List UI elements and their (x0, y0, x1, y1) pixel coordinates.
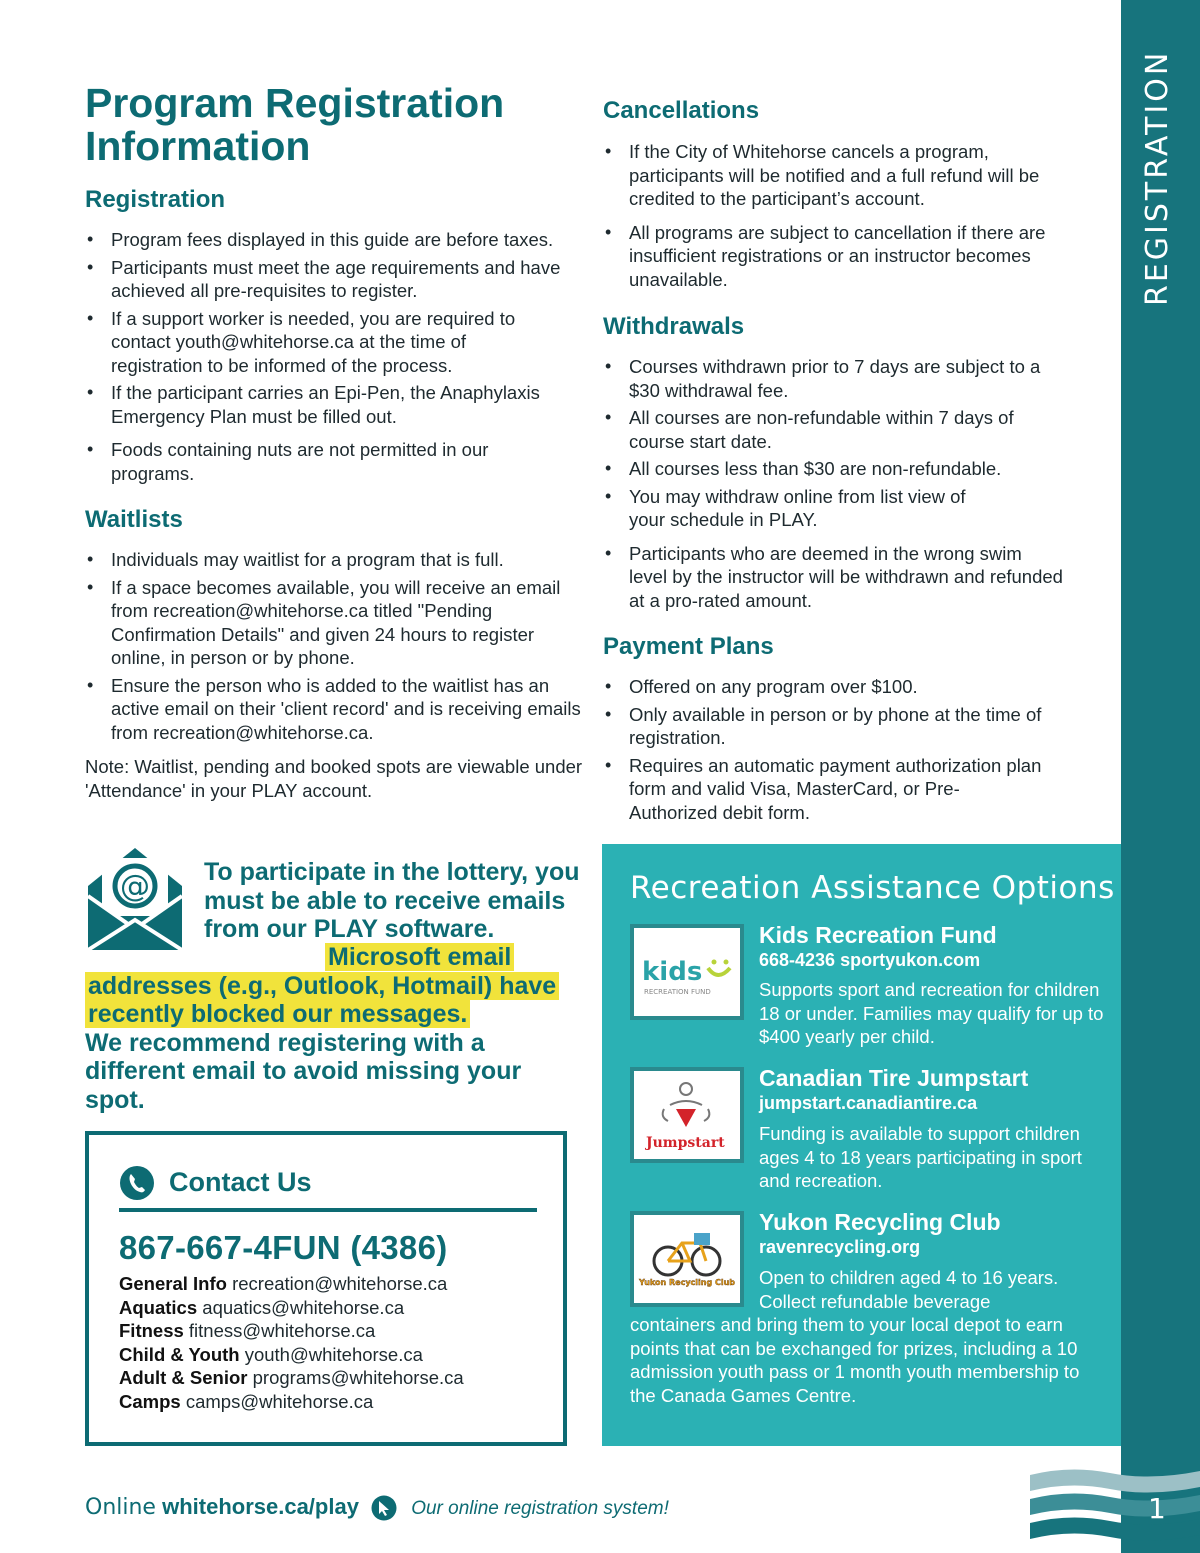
waitlists-list (85, 548, 585, 748)
contact-list (119, 1272, 464, 1413)
contact-entry: Aquatics aquatics@whitehorse.ca (119, 1296, 405, 1318)
kids-fund-phone[interactable]: 668-4236 (759, 950, 836, 970)
assistance-title: Recreation Assistance Options (630, 870, 1115, 906)
jumpstart-name: Canadian Tire Jumpstart (759, 1065, 1029, 1091)
divider (119, 1208, 537, 1212)
phone-icon (119, 1165, 155, 1201)
email-link[interactable]: programs@whitehorse.ca (252, 1367, 464, 1388)
assistance-panel (602, 844, 1121, 1446)
list-item: • You may withdraw online from list view of your schedule in PLAY. (603, 485, 1003, 532)
email-link[interactable]: youth@whitehorse.ca (244, 1343, 423, 1365)
footer (85, 1494, 669, 1521)
svg-text:Jumpstart: Jumpstart (646, 1135, 725, 1151)
footer-online: Online (85, 1495, 156, 1520)
recycling-club-desc-cont: containers and bring them to your local depot to earn points that can be exchanged for prizes, including a 10 admission youth pass or 1 month youth membership to the Canada Games Centre. (630, 1314, 1080, 1406)
jumpstart-link[interactable]: jumpstart.canadiantire.ca (759, 1093, 978, 1113)
contact-entry: Fitness fitness@whitehorse.ca (119, 1320, 376, 1341)
svg-text:RECREATION FUND: RECREATION FUND (644, 988, 711, 996)
kids-fund-desc: Supports sport and recreation for children 18 or under. Families may qualify for up to $400 yearly per child. (759, 979, 1104, 1047)
payment-plans-heading: Payment Plans (603, 633, 774, 660)
contact-entry: Child & Youth youth@whitehorse.ca (119, 1343, 423, 1365)
list-item: • Program fees displayed in this guide are before taxes. (85, 228, 600, 252)
kids-fund-logo (630, 924, 744, 1020)
email-link[interactable]: camps@whitehorse.ca (185, 1390, 374, 1412)
cancellations-list (603, 140, 1073, 295)
email-link[interactable]: aquatics@whitehorse.ca (202, 1296, 405, 1318)
kids-fund-name: Kids Recreation Fund (759, 922, 997, 948)
registration-heading: Registration (85, 186, 226, 213)
list-item: • Courses withdrawn prior to 7 days are subject to a $30 withdrawal fee. (603, 355, 1043, 402)
page-title: Program Registration Information (85, 80, 505, 169)
lottery-outro: We recommend registering with a different email to avoid missing your spot. (85, 1028, 522, 1114)
recycling-club-name: Yukon Recycling Club (759, 1209, 1001, 1235)
withdrawals-heading: Withdrawals (603, 313, 745, 340)
registration-list (85, 228, 600, 489)
email-link[interactable]: recreation@whitehorse.ca (232, 1273, 448, 1294)
page-number: 1 (1148, 1492, 1166, 1525)
side-label: REGISTRATION (1140, 49, 1175, 306)
footer-tagline: Our online registration system! (411, 1498, 669, 1519)
list-item: • All courses are non-refundable within 7 days of course start date. (603, 406, 1033, 453)
jumpstart-logo (630, 1067, 744, 1163)
recycling-club-link[interactable]: ravenrecycling.org (759, 1237, 921, 1257)
jumpstart-logo-icon (634, 1071, 740, 1159)
kids-fund-link[interactable]: sportyukon.com (840, 950, 981, 970)
footer-url[interactable]: whitehorse.ca/play (162, 1494, 359, 1519)
waitlist-note: Note: Waitlist, pending and booked spots are viewable under 'Attendance' in your PLAY account. (85, 756, 583, 801)
jumpstart-desc: Funding is available to support children ages 4 to 18 years participating in sport and recreation. (759, 1123, 1082, 1191)
email-link[interactable]: fitness@whitehorse.ca (188, 1320, 376, 1341)
lottery-highlight: Microsoft email addresses (e.g., Outlook, Hotmail) have recently blocked our messages. (85, 943, 559, 1028)
list-item: • If the participant carries an Epi-Pen, the Anaphylaxis Emergency Plan must be filled out. (85, 381, 585, 428)
svg-text:kids: kids (642, 957, 703, 987)
payment-plans-list (603, 675, 1073, 828)
waitlists-heading: Waitlists (85, 506, 183, 533)
contact-phone[interactable]: 867-667-4FUN (4386) (119, 1229, 448, 1266)
list-item: • Only available in person or by phone at the time of registration. (603, 703, 1053, 750)
list-item: • All programs are subject to cancellation if there are insufficient registrations or an instructor becomes unavailable. (603, 221, 1053, 292)
list-item: • Requires an automatic payment authorization plan form and valid Visa, MasterCard, or Pre-Authorized debit form. (603, 754, 1043, 825)
cancellations-heading: Cancellations (603, 97, 760, 124)
svg-text:@: @ (120, 869, 150, 904)
contact-entry: Camps camps@whitehorse.ca (119, 1390, 374, 1412)
cursor-icon (371, 1495, 397, 1521)
list-item: • Individuals may waitlist for a program that is full. (85, 548, 585, 572)
recycling-club-logo (630, 1211, 744, 1307)
list-item: • Participants who are deemed in the wrong swim level by the instructor will be withdrawn and refunded at a pro-rated amount. (603, 542, 1063, 613)
withdrawals-list (603, 355, 1073, 616)
contact-box (85, 1131, 567, 1446)
kids-logo-icon (634, 928, 740, 1016)
contact-entry: Adult & Senior programs@whitehorse.ca (119, 1367, 464, 1388)
list-item: • Offered on any program over $100. (603, 675, 1073, 699)
svg-text:Yukon Recycling Club: Yukon Recycling Club (639, 1278, 735, 1287)
wave-decoration (1030, 1465, 1200, 1553)
lottery-notice (85, 858, 585, 944)
contact-title: Contact Us (169, 1167, 312, 1197)
lottery-intro: To participate in the lottery, you must be able to receive emails from our PLAY software. (204, 858, 580, 943)
list-item: • Foods containing nuts are not permitted in our programs. (85, 438, 525, 485)
contact-entry: General Info recreation@whitehorse.ca (119, 1273, 448, 1294)
list-item: • All courses less than $30 are non-refundable. (603, 457, 1073, 481)
list-item: • If the City of Whitehorse cancels a program, participants will be notified and a full refund will be credited to the participant’s account. (603, 140, 1073, 211)
bicycle-icon (634, 1215, 740, 1303)
kids-fund-contact (759, 950, 980, 971)
list-item: • Ensure the person who is added to the waitlist has an active email on their 'client record' and is receiving emails from recreation@whitehorse.ca. (85, 674, 585, 745)
lottery-highlight-block (85, 943, 575, 1114)
list-item: • If a space becomes available, you will receive an email from recreation@whitehorse.ca titled "Pending Confirmation Details" and given 24 hours to register online, in person or by phone. (85, 576, 565, 670)
list-item: • If a support worker is needed, you are required to contact youth@whitehorse.ca at the time of registration to be informed of the process. (85, 307, 555, 378)
recycling-club-desc: Open to children aged 4 to 16 years. Collect refundable beverage (759, 1267, 1059, 1312)
list-item: • Participants must meet the age requirements and have achieved all pre-requisites to register. (85, 256, 600, 303)
